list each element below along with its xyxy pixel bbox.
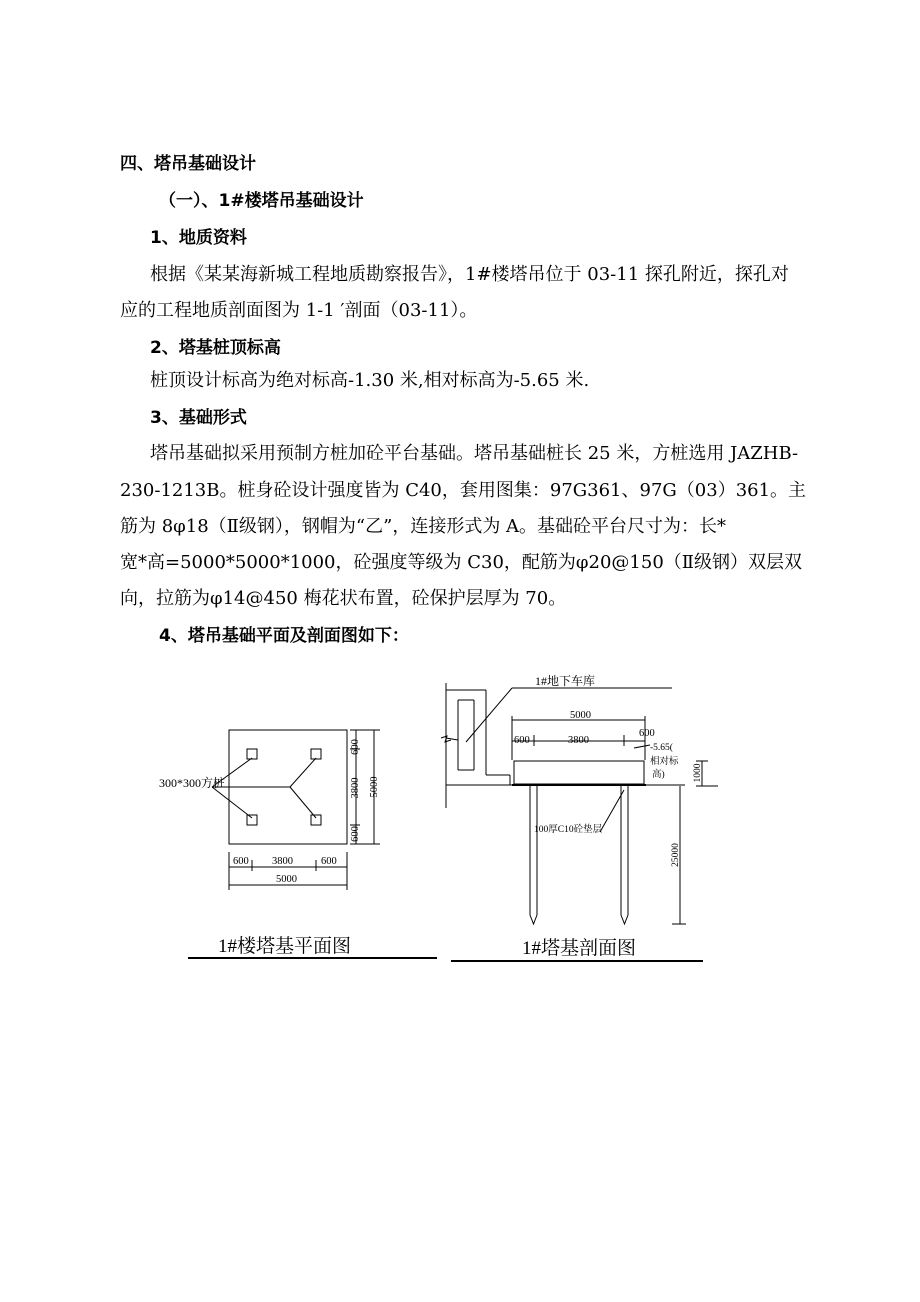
garage-leader: [466, 688, 512, 742]
pile-top-left: [247, 749, 257, 759]
pile-leader-lines: [212, 758, 316, 818]
bedding-leader: [600, 790, 624, 832]
foundation-line-3: 筋为 8φ18（Ⅱ级钢），钢帽为“乙”，连接形式为 A。基础砼平台尺寸为：长*: [120, 516, 727, 537]
foundation-line-2: 230-1213B。桩身砼设计强度皆为 C40，套用图集：97G361、97G（03）361。主: [120, 480, 807, 501]
plan-view: [188, 730, 437, 958]
subsection-title: （一）、1#楼塔吊基础设计: [159, 191, 364, 211]
plan-v-top: 600: [350, 739, 361, 755]
section-pile-cap: [514, 761, 644, 784]
plan-h-left: 600: [233, 856, 249, 867]
elevation-label-1: 相对标: [650, 757, 679, 767]
section-title: 四、塔吊基础设计: [120, 154, 256, 174]
elevation-value: -5.65(: [650, 743, 673, 753]
pile-bottom-right: [311, 815, 321, 825]
section-pile-right: [621, 786, 628, 924]
plan-h-mid: 3800: [272, 856, 293, 867]
bedding-label: 100厚C10砼垫层: [534, 825, 603, 835]
section-dim-mid: 3800: [568, 735, 589, 746]
geology-line-1: 根据《某某海新城工程地质勘察报告》，1#楼塔吊位于 03-11 探孔附近，探孔对: [150, 264, 789, 285]
pile-bottom-left: [247, 815, 257, 825]
elevation-line-1: 桩顶设计标高为绝对标高-1.30 米,相对标高为-5.65 米.: [150, 370, 590, 391]
section-dim-right: 600: [639, 728, 655, 739]
section-caption: 1#塔基剖面图: [522, 938, 637, 959]
plan-vertical-dim-labels: [350, 739, 380, 842]
plan-v-mid: 3800: [350, 777, 361, 799]
section-dim-left: 600: [514, 735, 530, 746]
plan-caption: 1#楼塔基平面图: [218, 936, 352, 957]
pile-length-label: 25000: [671, 843, 681, 867]
plan-h-total: 5000: [276, 874, 297, 885]
elevation-label-2: 高): [652, 770, 665, 780]
plan-v-total: 5000: [369, 776, 380, 798]
heading-drawings: 4、塔吊基础平面及剖面图如下：: [159, 626, 409, 646]
pile-label: 300*300方桩: [159, 776, 226, 790]
elevation-leader: [634, 745, 650, 748]
heading-pile-top-elevation: 2、塔基桩顶标高: [150, 338, 281, 358]
section-view: [441, 683, 718, 961]
section-pile-left: [530, 786, 537, 924]
plan-v-bot: 600: [350, 826, 361, 842]
heading-geology: 1、地质资料: [150, 228, 247, 248]
foundation-line-1: 塔吊基础拟采用预制方桩加砼平台基础。塔吊基础桩长 25 米，方桩选用 JAZHB-: [150, 443, 799, 464]
garage-label: 1#地下车库: [535, 674, 596, 688]
foundation-line-4: 宽*高=5000*5000*1000，砼强度等级为 C30，配筋为φ20@150（Ⅱ级钢）双层双: [120, 552, 803, 573]
foundation-line-5: 向，拉筋为φ14@450 梅花状布置，砼保护层厚为 70。: [120, 588, 567, 609]
pile-top-right: [311, 749, 321, 759]
heading-foundation-type: 3、基础形式: [150, 408, 247, 428]
cap-height-label: 1000: [693, 763, 703, 783]
section-dim-total: 5000: [570, 710, 591, 721]
plan-h-right: 600: [321, 856, 337, 867]
geology-line-2: 应的工程地质剖面图为 1-1 ′剖面（03-11）。: [120, 300, 478, 321]
